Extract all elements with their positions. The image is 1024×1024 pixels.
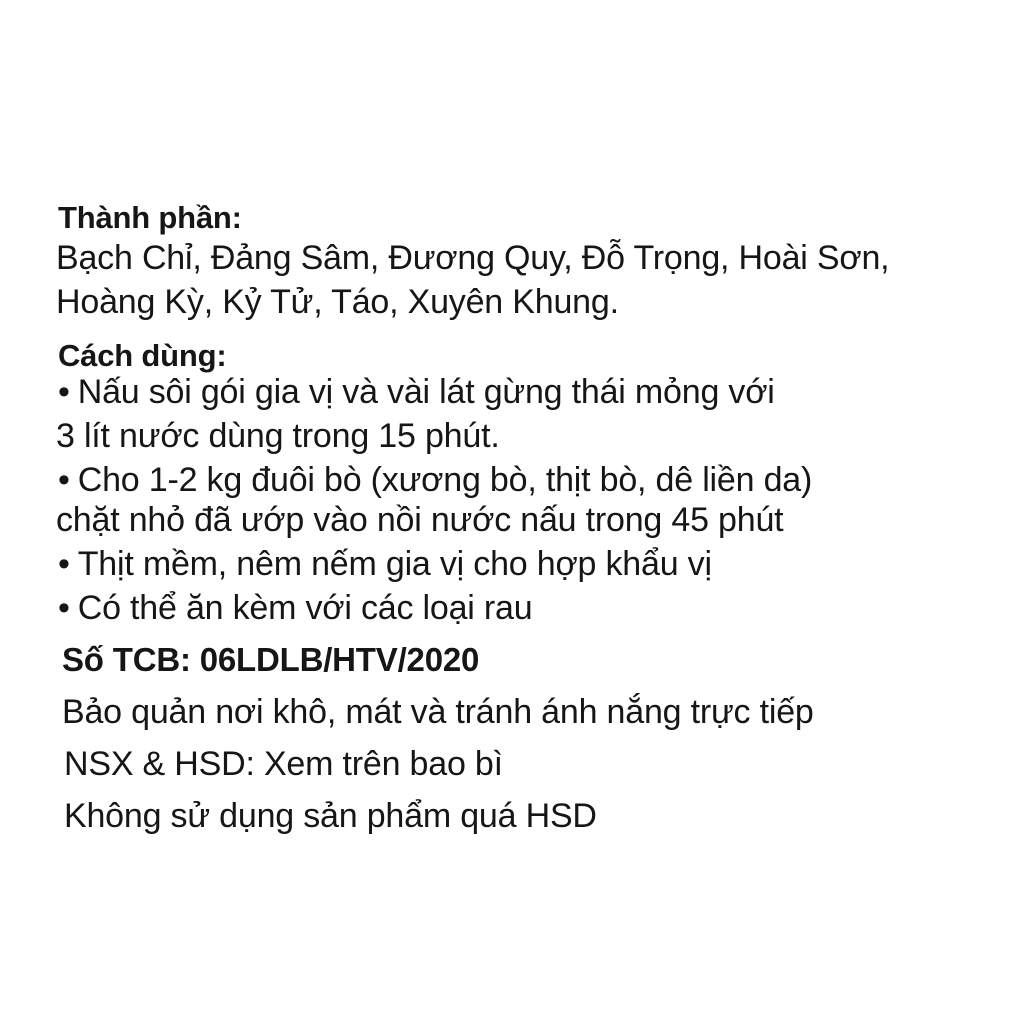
bullet-icon: • <box>58 373 70 411</box>
usage-step-text: Có thể ăn kèm với các loại rau <box>77 589 533 627</box>
bullet-icon: • <box>58 545 70 583</box>
usage-step <box>58 460 812 500</box>
date-note: NSX & HSD: Xem trên bao bì <box>64 745 503 783</box>
usage-heading: Cách dùng: <box>58 338 227 373</box>
ingredients-line: Bạch Chỉ, Đảng Sâm, Đương Quy, Đỗ Trọng, Hoài Sơn, <box>56 239 890 277</box>
usage-step <box>58 588 532 628</box>
ingredients-heading: Thành phần: <box>58 200 242 235</box>
bullet-icon: • <box>58 589 70 627</box>
usage-step-text: Thịt mềm, nêm nếm gia vị cho hợp khẩu vị <box>77 545 712 583</box>
usage-step-continuation: chặt nhỏ đã ướp vào nồi nước nấu trong 45 phút <box>56 501 784 539</box>
ingredients-line: Hoàng Kỳ, Kỷ Tử, Táo, Xuyên Khung. <box>56 283 619 321</box>
bullet-icon: • <box>58 461 70 499</box>
usage-step-text: Cho 1-2 kg đuôi bò (xương bò, thịt bò, dê liền da) <box>77 461 813 499</box>
usage-step <box>58 544 712 584</box>
usage-step-continuation: 3 lít nước dùng trong 15 phút. <box>56 417 500 455</box>
usage-step <box>58 372 775 412</box>
expiry-warning: Không sử dụng sản phẩm quá HSD <box>64 797 597 835</box>
registration-number: Số TCB: 06LDLB/HTV/2020 <box>62 641 480 678</box>
usage-step-text: Nấu sôi gói gia vị và vài lát gừng thái mỏng với <box>77 373 775 411</box>
storage-note: Bảo quản nơi khô, mát và tránh ánh nắng trực tiếp <box>62 693 814 731</box>
